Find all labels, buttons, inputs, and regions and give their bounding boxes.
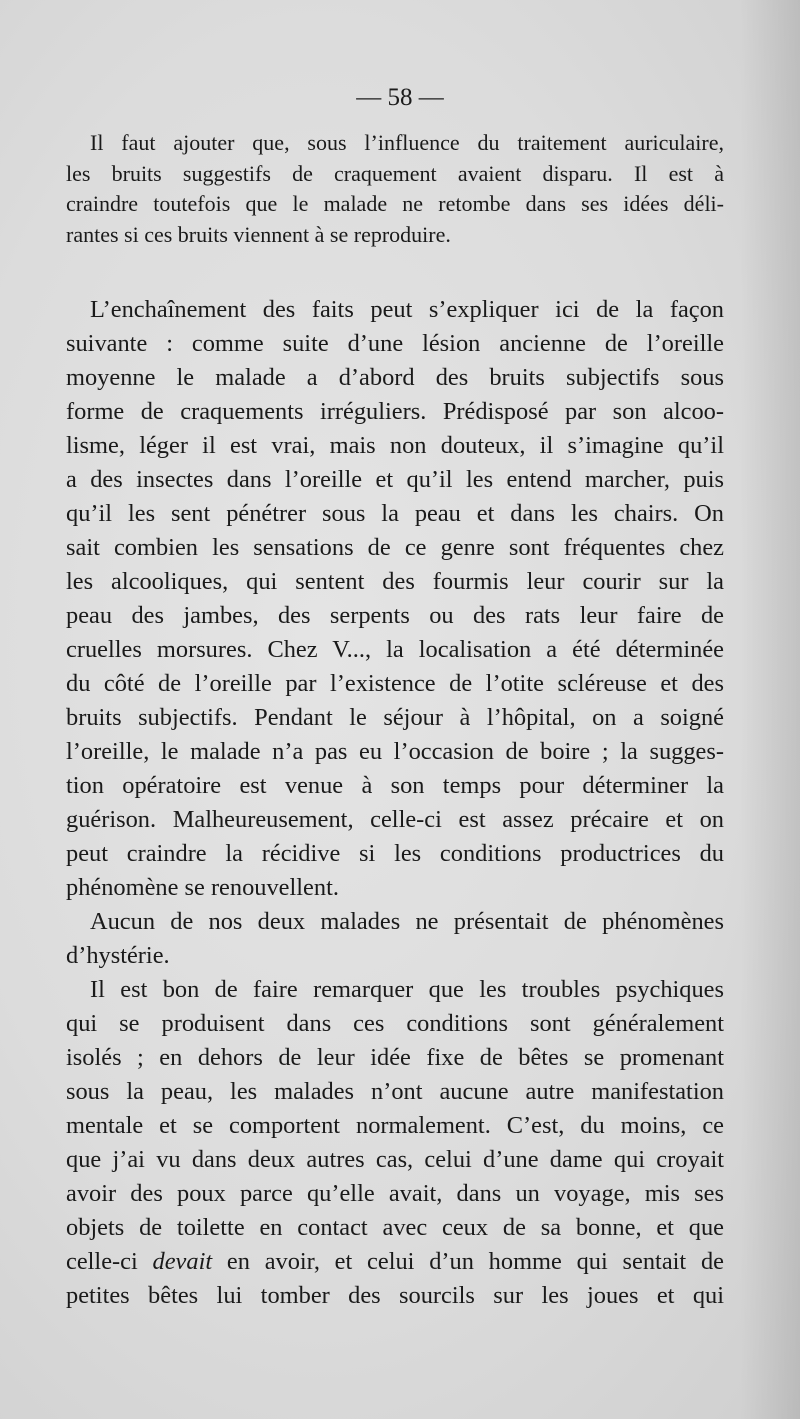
paragraph-3 (66, 905, 724, 973)
text-line: sous la peau, les malades n’ont aucune autre manifestation (66, 1078, 724, 1105)
text-line: d’hystérie. (66, 942, 170, 969)
text-line: lisme, léger il est vrai, mais non douteux, il s’imagine qu’il (66, 432, 724, 459)
text-line (66, 1245, 724, 1279)
text-line: avoir des poux parce qu’elle avait, dans un voyage, mis ses (66, 1180, 724, 1207)
text-line: sait combien les sensations de ce genre sont fréquentes chez (66, 534, 724, 561)
text-line: guérison. Malheureusement, celle-ci est assez précaire et on (66, 806, 724, 833)
text-line: suivante : comme suite d’une lésion ancienne de l’oreille (66, 330, 724, 357)
text-line: petites bêtes lui tomber des sourcils sur les joues et qui (66, 1282, 724, 1309)
main-text (66, 293, 724, 1313)
paragraph-4 (66, 973, 724, 1313)
text-line: que j’ai vu dans deux autres cas, celui d’une dame qui croyait (66, 1146, 724, 1173)
text-line: isolés ; en dehors de leur idée fixe de bêtes se promenant (66, 1044, 724, 1071)
paragraph-1 (66, 128, 724, 251)
text-line: qui se produisent dans ces conditions sont généralement (66, 1010, 724, 1037)
text-line: cruelles morsures. Chez V..., la localisation a été déterminée (66, 636, 724, 663)
text-segment: celle-ci (66, 1248, 138, 1275)
text-line: Il est bon de faire remarquer que les troubles psychiques (90, 976, 724, 1003)
text-line: du côté de l’oreille par l’existence de l’otite scléreuse et des (66, 670, 724, 697)
text-line: Aucun de nos deux malades ne présentait de phénomènes (90, 908, 724, 935)
text-line: peau des jambes, des serpents ou des rats leur faire de (66, 602, 724, 629)
page-number: — 58 — (356, 84, 444, 111)
text-line: peut craindre la récidive si les conditions productrices du (66, 840, 724, 867)
text-line: objets de toilette en contact avec ceux de sa bonne, et que (66, 1214, 724, 1241)
text-line: bruits subjectifs. Pendant le séjour à l’hôpital, on a soigné (66, 704, 724, 731)
italic-word: devait (152, 1248, 213, 1275)
text-line: phénomène se renouvellent. (66, 874, 339, 901)
text-line: moyenne le malade a d’abord des bruits subjectifs sous (66, 364, 724, 391)
text-line: rantes si ces bruits viennent à se reproduire. (66, 222, 451, 248)
text-line: qu’il les sent pénétrer sous la peau et dans les chairs. On (66, 500, 724, 527)
text-line: forme de craquements irréguliers. Prédisposé par son alcoo- (66, 398, 724, 425)
text-line: mentale et se comportent normalement. C’est, du moins, ce (66, 1112, 724, 1139)
text-line: a des insectes dans l’oreille et qu’il les entend marcher, puis (66, 466, 724, 493)
text-line: craindre toutefois que le malade ne retombe dans ses idées déli- (66, 191, 724, 217)
text-line: Il faut ajouter que, sous l’influence du traitement auriculaire, (90, 130, 724, 155)
page-edge-shadow (740, 0, 800, 1419)
text-line: L’enchaînement des faits peut s’expliquer ici de la façon (90, 296, 724, 323)
text-line: tion opératoire est venue à son temps pour déterminer la (66, 772, 724, 799)
text-line: l’oreille, le malade n’a pas eu l’occasion de boire ; la sugges- (66, 738, 724, 765)
text-segment: en avoir, et celui d’un homme qui sentait de (226, 1248, 724, 1275)
text-line: les bruits suggestifs de craquement avaient disparu. Il est à (66, 160, 724, 186)
paragraph-2 (66, 293, 724, 905)
text-line: les alcooliques, qui sentent des fourmis leur courir sur la (66, 568, 724, 595)
